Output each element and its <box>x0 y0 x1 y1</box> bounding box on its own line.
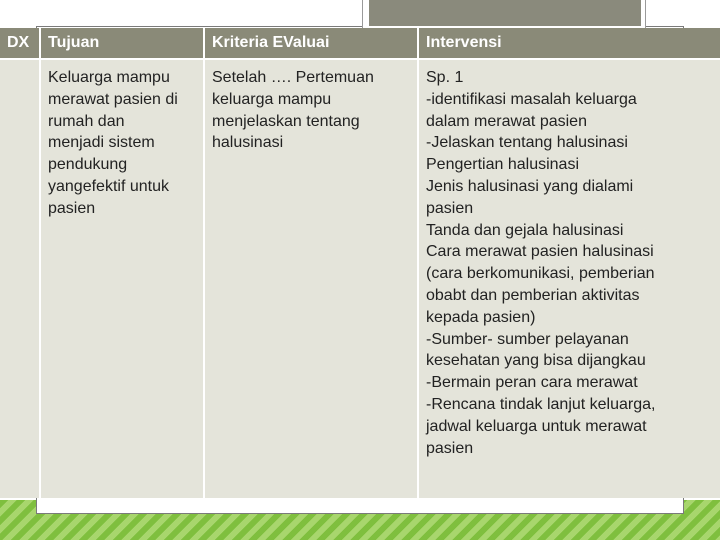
text-line: -Sumber- sumber pelayanan <box>426 330 629 348</box>
text-line: menjadi sistem <box>48 134 155 152</box>
header-tujuan: Tujuan <box>40 28 204 59</box>
text-line: kepada pasien) <box>426 308 536 326</box>
text-line: jadwal keluarga untuk merawat <box>426 417 647 435</box>
text-line: Jenis halusinasi yang dialami <box>426 177 634 195</box>
text-line: Sp. 1 <box>426 69 464 86</box>
cell-dx <box>0 59 40 498</box>
header-kriteria: Kriteria EValuai <box>204 28 418 59</box>
text-line: -Rencana tindak lanjut keluarga, <box>426 395 656 413</box>
text-line: Setelah …. Pertemuan <box>212 69 374 86</box>
text-line: pasien <box>48 199 96 217</box>
text-line: Pengertian halusinasi <box>426 156 579 174</box>
intervensi-text <box>426 60 720 459</box>
text-line: obabt dan pemberian aktivitas <box>426 286 640 304</box>
text-line: merawat pasien di <box>48 90 178 108</box>
cell-tujuan <box>40 59 204 498</box>
kriteria-text <box>212 60 417 154</box>
text-line: Tanda dan gejala halusinasi <box>426 221 624 239</box>
text-line: pasien <box>426 439 474 457</box>
header-dx: DX <box>0 28 40 59</box>
text-line: Keluarga mampu <box>48 69 170 86</box>
text-line: (cara berkomunikasi, pemberian <box>426 265 655 283</box>
intervention-table <box>0 28 720 498</box>
slide-tab <box>369 0 641 26</box>
cell-kriteria <box>204 59 418 498</box>
text-line: pendukung <box>48 156 128 174</box>
tujuan-text <box>48 60 203 220</box>
cell-intervensi <box>418 59 720 498</box>
text-line: rumah dan <box>48 112 125 130</box>
text-line: keluarga mampu <box>212 90 332 108</box>
text-line: kesehatan yang bisa dijangkau <box>426 352 646 370</box>
text-line: halusinasi <box>212 134 284 152</box>
table-header-row <box>0 28 720 59</box>
text-line: -identifikasi masalah keluarga <box>426 90 637 108</box>
table-row <box>0 59 720 498</box>
text-line: menjelaskan tentang <box>212 112 360 130</box>
text-line: -Bermain peran cara merawat <box>426 374 638 392</box>
header-intervensi: Intervensi <box>418 28 720 59</box>
text-line: pasien <box>426 199 474 217</box>
text-line: -Jelaskan tentang halusinasi <box>426 134 628 152</box>
text-line: Cara merawat pasien halusinasi <box>426 243 654 261</box>
slide-frame-bottom <box>36 500 684 514</box>
text-line: dalam merawat pasien <box>426 112 587 130</box>
text-line: yangefektif untuk <box>48 177 169 195</box>
